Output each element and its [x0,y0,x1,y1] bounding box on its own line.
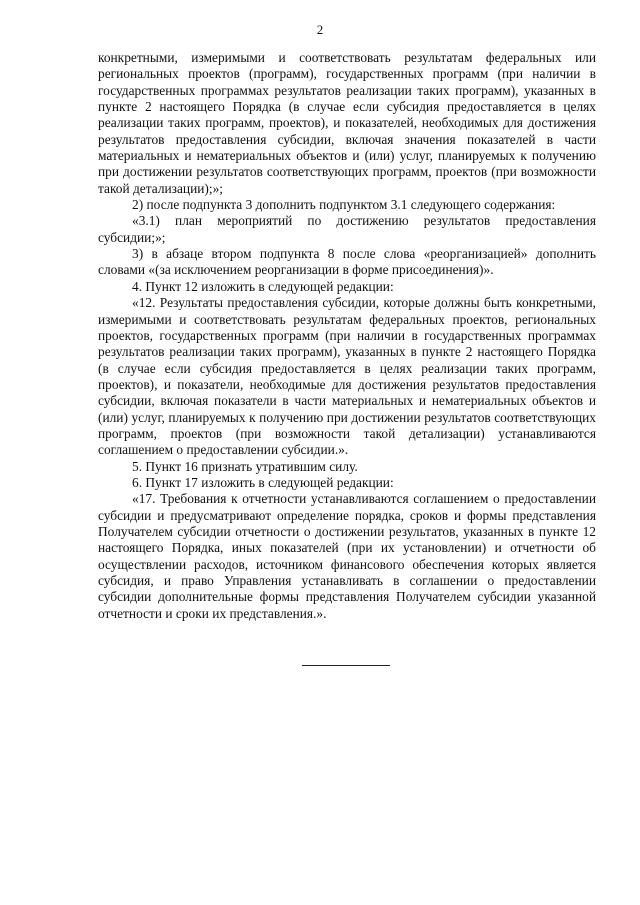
paragraph-subitem-3-1: «3.1) план мероприятий по достижению результатов предоставления субсидии;»; [98,213,596,245]
paragraph-item-5: 5. Пункт 16 признать утратившим силу. [132,458,358,474]
paragraph-item-4: 4. Пункт 12 изложить в следующей редакции: [132,278,394,294]
paragraph-point-17: «17. Требования к отчетности устанавливаются соглашением о предоставлении субсидии и предусматривают определение порядка, сроков и формы представления Получателем субсидии отчетности о достижении результатов, указанных в пункте 12 настоящего Порядка, иных показателей (при их установлении) и отчетности об осуществлении расходов, источником финансового обеспечения которых является субсидия, и право Управления устанавливать в соглашении о предоставлении субсидии дополнительные формы представления Получателем субсидии указанной отчетности и сроки их представления.». [98,491,596,621]
paragraph-subitem-2: 2) после подпункта 3 дополнить подпунктом 3.1 следующего содержания: [132,197,556,213]
document-body [98,50,596,622]
paragraph-continuation: конкретными, измеримыми и соответствовать результатам федеральных или региональных проектов (программ), государственных программ (при наличии в государственных программах результатов реализации таких программ), указанных в пункте 2 настоящего Порядка (в случае если субсидия предоставляется в целях реализации таких программ, проектов), и показателей, необходимых для достижения результатов предоставления субсидии, включая значения показателей в части материальных и нематериальных объектов и (или) услуг, планируемых к получению при достижении результатов соответствующих программ, проектов (при возможности такой детализации);»; [98,50,596,196]
end-divider-line [302,665,390,666]
paragraph-item-6: 6. Пункт 17 изложить в следующей редакции: [132,474,394,490]
paragraph-point-12: «12. Результаты предоставления субсидии, которые должны быть конкретными, измеримыми и соответствовать результатам федеральных проектов, региональных проектов, государственных программ (при наличии в государственных программах результатов реализации таких программ), указанных в пункте 2 настоящего Порядка (в случае если субсидия предоставляется в целях реализации таких программ, проектов), и показатели, необходимые для достижения результатов предоставления субсидии, включая показатели в части материальных и нематериальных объектов и (или) услуг, планируемых к получению при достижении результатов соответствующих программ, проектов (при возможности такой детализации) устанавливаются соглашением о предоставлении субсидии.». [98,295,596,458]
page-number: 2 [316,22,324,37]
paragraph-subitem-3: 3) в абзаце втором подпункта 8 после слова «реорганизацией» дополнить словами «(за исключением реорганизации в форме присоединения)». [98,246,596,278]
